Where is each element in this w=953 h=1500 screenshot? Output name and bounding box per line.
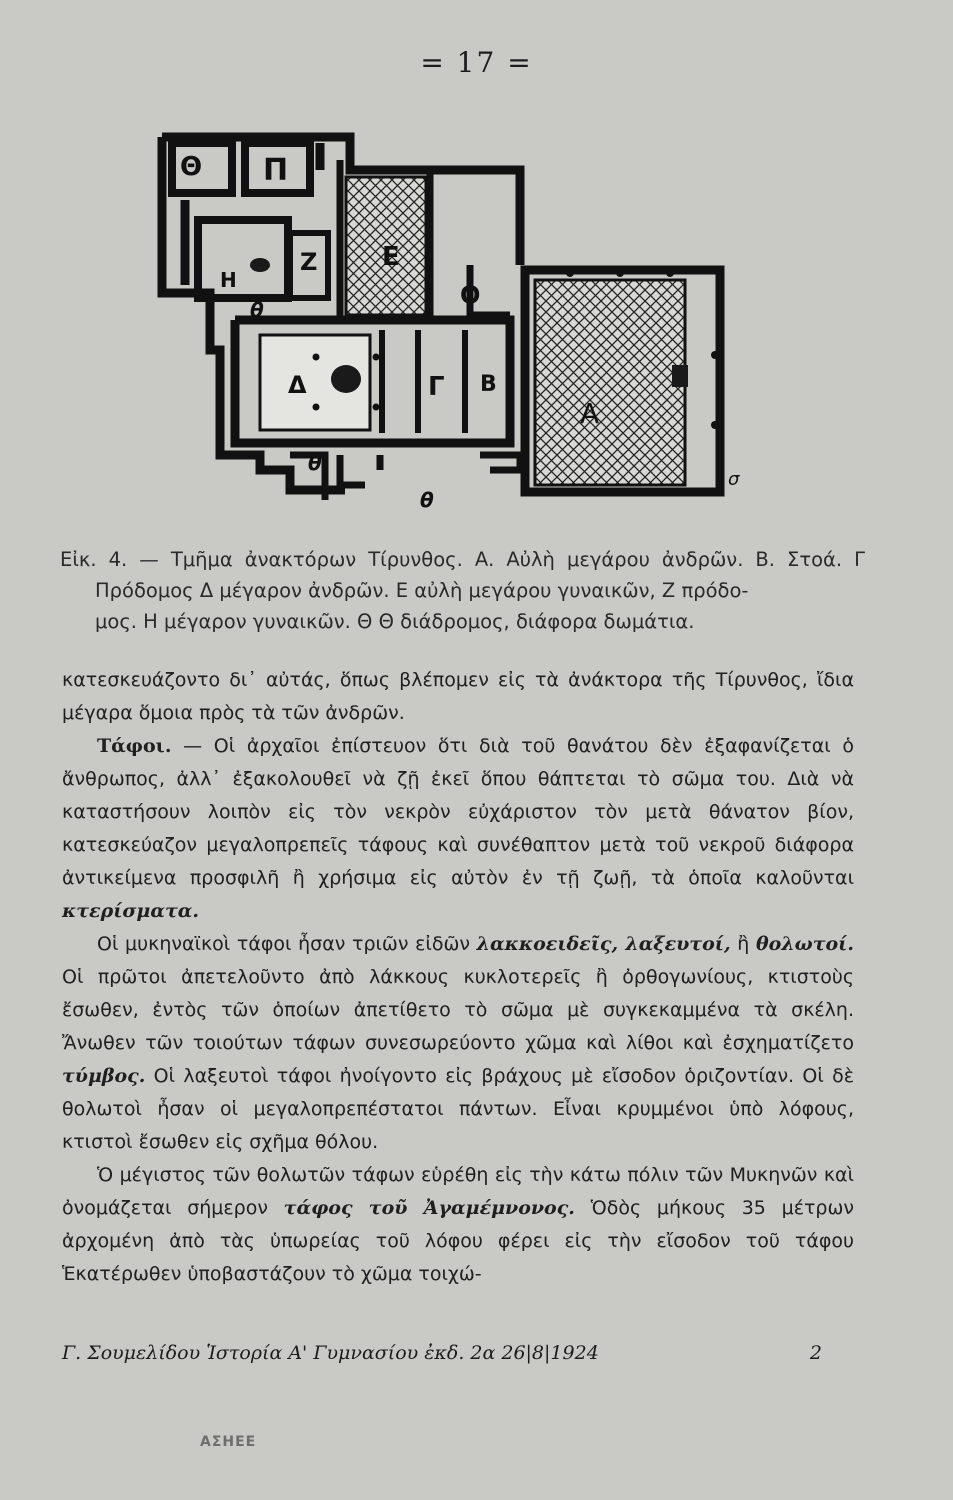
label-delta: Δ bbox=[288, 371, 307, 399]
label-theta-bottom-1: θ bbox=[308, 451, 322, 475]
footer-signature-number: 2 bbox=[809, 1342, 822, 1364]
page-footer bbox=[62, 1342, 822, 1364]
label-theta-bottom-2: θ bbox=[420, 488, 434, 512]
paragraph-tafoi-text: — Οἱ ἀρχαῖοι ἐπίστευον ὅτι διὰ τοῦ θανάτου δὲν ἐξαφανίζεται ὁ ἄνθρωπος, ἀλλ᾽ ἐξακολουθεῖ νὰ ζῇ ἐκεῖ ὅπου θάπτεται τὸ σῶμα του. Διὰ νὰ καταστήσουν λοιπὸν εἰς τὸν νεκρὸν εὐχάριστον τὸν μετὰ θάνατον βίον, κατεσκεύαζον μεγαλοπρεπεῖς τάφους καὶ συνέθαπτον μετὰ τοῦ νεκροῦ διάφορα ἀντικείμενα προσφιλῆ ἢ χρήσιμα εἰς αὐτὸν ἐν τῇ ζωῇ, τὰ ὁποῖα καλοῦνται bbox=[62, 735, 854, 889]
term-tholotoi: θολωτοί. bbox=[755, 933, 854, 955]
tombs-text-d: Οἱ λαξευτοὶ τάφοι ἠνοίγοντο εἰς βράχους μὲ εἴσοδον ὁριζοντίαν. Οἱ δὲ θολωτοὶ ἦσαν οἱ μεγαλοπρεπέστατοι πάντων. Εἶναι κρυμμένοι ὑπὸ λόφους, κτιστοὶ ἔσωθεν εἰς σχῆμα θόλου. bbox=[62, 1065, 854, 1153]
caption-line-1: Εἰκ. 4. — Τμῆμα ἀνακτόρων Τίρυνθος. Α. Αὐλὴ μεγάρου ἀνδρῶν. Β. Στοά. Γ bbox=[60, 548, 865, 571]
label-theta-mid: Θ bbox=[460, 281, 481, 309]
term-lakkoeideis: λακκοειδεῖς, λαξευτοί, bbox=[476, 933, 731, 955]
label-beta: Β bbox=[480, 372, 497, 397]
label-pi: Π bbox=[263, 153, 289, 188]
main-text bbox=[62, 664, 854, 1291]
page-number: = 17 = bbox=[420, 46, 533, 79]
tiryns-palace-plan bbox=[150, 125, 750, 520]
label-theta-top: Θ bbox=[180, 152, 203, 182]
paragraph-tafoi bbox=[62, 730, 854, 928]
paragraph-mycenaean-tombs bbox=[62, 928, 854, 1159]
figure-caption bbox=[60, 544, 865, 637]
term-kterismata: κτερίσματα. bbox=[62, 900, 199, 922]
agamemnon-text-a: Ὁ μέγιστος τῶν θολωτῶν τάφων εὑρέθη εἰς τὴν κάτω πόλιν τῶν Μυκηνῶν καὶ ὀνομάζεται σήμερον bbox=[62, 1164, 854, 1219]
plan-drawing bbox=[150, 125, 750, 520]
heading-tafoi: Τάφοι. bbox=[97, 735, 172, 757]
tombs-text-b: ἢ bbox=[730, 933, 756, 955]
caption-line-2: Πρόδομος Δ μέγαρον ἀνδρῶν. Ε αὐλὴ μεγάρου γυναικῶν, Ζ πρόδο- bbox=[95, 579, 749, 602]
paragraph-agamemnon bbox=[62, 1159, 854, 1291]
caption-line-3: μος. Η μέγαρον γυναικῶν. Θ Θ διάδρομος, διάφορα δωμάτια. bbox=[95, 610, 695, 633]
label-gamma: Γ bbox=[428, 372, 445, 402]
label-theta-left: θ bbox=[250, 298, 264, 322]
label-zeta: Ζ bbox=[300, 248, 318, 276]
agamemnon-text-b: Ὁδὸς μήκους 35 μέτρων ἀρχομένη ἀπὸ τὰς ὑπωρείας τοῦ λόφου φέρει εἰς τὴν εἴσοδον τοῦ τάφου Ἑκατέρωθεν ὑποβαστάζουν τὸ χῶμα τοιχώ- bbox=[62, 1197, 854, 1285]
label-alpha: Α bbox=[580, 397, 600, 430]
label-epsilon: Ε bbox=[382, 242, 400, 272]
footer-imprint: Γ. Σουμελίδου Ἱστορία Α' Γυμνασίου ἐκδ. 2α 26|8|1924 bbox=[62, 1342, 599, 1364]
tombs-text-c: Οἱ πρῶτοι ἀπετελοῦντο ἀπὸ λάκκους κυκλοτερεῖς ἢ ὀρθογωνίους, κτιστοὺς ἔσωθεν, ἐντὸς τῶν ὁποίων ἀπετίθετο τὸ σῶμα μὲ συγκεκαμμένα τὰ σκέλη. Ἄνωθεν τῶν τοιούτων τάφων συνεσωρεύοντο χῶμα καὶ λίθοι καὶ ἐσχηματίζετο bbox=[62, 966, 854, 1054]
hearth-circle bbox=[331, 365, 361, 393]
term-tymvos: τύμβος. bbox=[62, 1065, 146, 1087]
paragraph-1: κατεσκευάζοντο δι᾽ αὐτάς, ὅπως βλέπομεν εἰς τὰ ἀνάκτορα τῆς Τίρυνθος, ἴδια μέγαρα ὅμοια πρὸς τὰ τῶν ἀνδρῶν. bbox=[62, 669, 854, 724]
term-agamemnon-tomb: τάφος τοῦ Ἀγαμέμνονος. bbox=[283, 1197, 575, 1219]
tombs-text-a: Οἱ μυκηναϊκοὶ τάφοι ἦσαν τριῶν εἰδῶν bbox=[97, 933, 477, 955]
label-eta: Η bbox=[220, 268, 237, 292]
label-sigma: σ bbox=[728, 469, 740, 490]
faded-stamp: ΑΣΗΕΕ bbox=[200, 1434, 257, 1450]
